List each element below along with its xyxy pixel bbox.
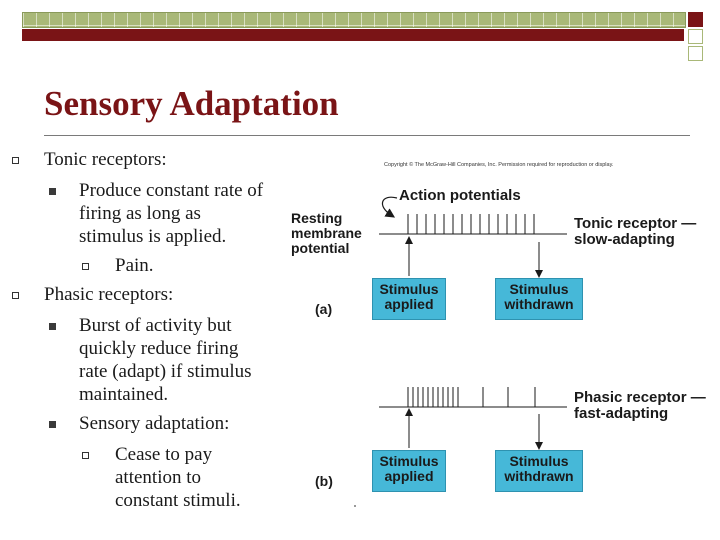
tonic-trace xyxy=(379,214,567,234)
hollow-square-bullet-icon xyxy=(82,452,89,459)
bullet-produce-line2: firing as long as xyxy=(79,203,201,224)
bullet-tonic-receptors: Tonic receptors: xyxy=(44,149,167,170)
figure-copyright: Copyright © The McGraw-Hill Companies, Inc. Permission required for reproduction or display. xyxy=(384,162,614,168)
stimulus-applied-line1: Stimulus xyxy=(379,453,439,469)
resting-line2: membrane xyxy=(291,225,362,241)
phasic-label-line2: fast-adapting xyxy=(574,405,669,422)
bullet-phasic-receptors: Phasic receptors: xyxy=(44,284,174,305)
bullet-burst-line3: rate (adapt) if stimulus xyxy=(79,361,252,382)
bullet-cease-line2: attention to xyxy=(115,467,202,488)
traces-svg xyxy=(285,158,720,518)
corner-square-outline-1 xyxy=(688,29,703,44)
resting-line1: Resting xyxy=(291,210,343,226)
hollow-square-bullet-icon xyxy=(12,292,19,299)
panel-a-label: (a) xyxy=(315,301,333,317)
corner-square-filled xyxy=(688,12,703,27)
bullet-burst-line1: Burst of activity but xyxy=(79,315,232,336)
bullet-sensory-adaptation: Sensory adaptation: xyxy=(79,413,230,434)
phasic-trace xyxy=(379,387,567,407)
tonic-label-line1: Tonic receptor — xyxy=(574,215,697,232)
bullet-cease-line1: Cease to pay xyxy=(115,444,213,465)
solid-square-bullet-icon xyxy=(49,188,56,195)
bullet-produce-line1: Produce constant rate of xyxy=(79,180,264,201)
stimulus-withdrawn-line2: withdrawn xyxy=(504,296,574,312)
footer-dot xyxy=(354,505,356,507)
slide-title: Sensory Adaptation xyxy=(44,84,339,123)
phasic-label-line1: Phasic receptor — xyxy=(574,389,706,406)
hollow-square-bullet-icon xyxy=(12,157,19,164)
stimulus-applied-line2: applied xyxy=(384,296,434,312)
resting-line3: potential xyxy=(291,240,350,256)
bullet-pain: Pain. xyxy=(115,255,154,276)
tonic-label-line2: slow-adapting xyxy=(574,231,675,248)
solid-square-bullet-icon xyxy=(49,421,56,428)
header-band-red xyxy=(22,29,684,41)
bullet-produce-line3: stimulus is applied. xyxy=(79,226,227,247)
bullet-cease-line3: constant stimuli. xyxy=(115,490,241,511)
hollow-square-bullet-icon xyxy=(82,263,89,270)
stimulus-withdrawn-line1: Stimulus xyxy=(509,281,569,297)
header-band-green xyxy=(22,12,686,28)
stimulus-withdrawn-line2: withdrawn xyxy=(504,468,574,484)
adaptation-figure xyxy=(285,158,720,518)
bullet-burst-line2: quickly reduce firing xyxy=(79,338,239,359)
action-potential-arrow xyxy=(382,197,397,215)
stimulus-applied-line1: Stimulus xyxy=(379,281,439,297)
solid-square-bullet-icon xyxy=(49,323,56,330)
panel-b-label: (b) xyxy=(315,473,333,489)
bullet-burst-line4: maintained. xyxy=(79,384,169,405)
title-divider xyxy=(44,135,690,136)
stimulus-withdrawn-line1: Stimulus xyxy=(509,453,569,469)
action-potentials-label: Action potentials xyxy=(399,187,521,204)
corner-square-outline-2 xyxy=(688,46,703,61)
stimulus-applied-line2: applied xyxy=(384,468,434,484)
